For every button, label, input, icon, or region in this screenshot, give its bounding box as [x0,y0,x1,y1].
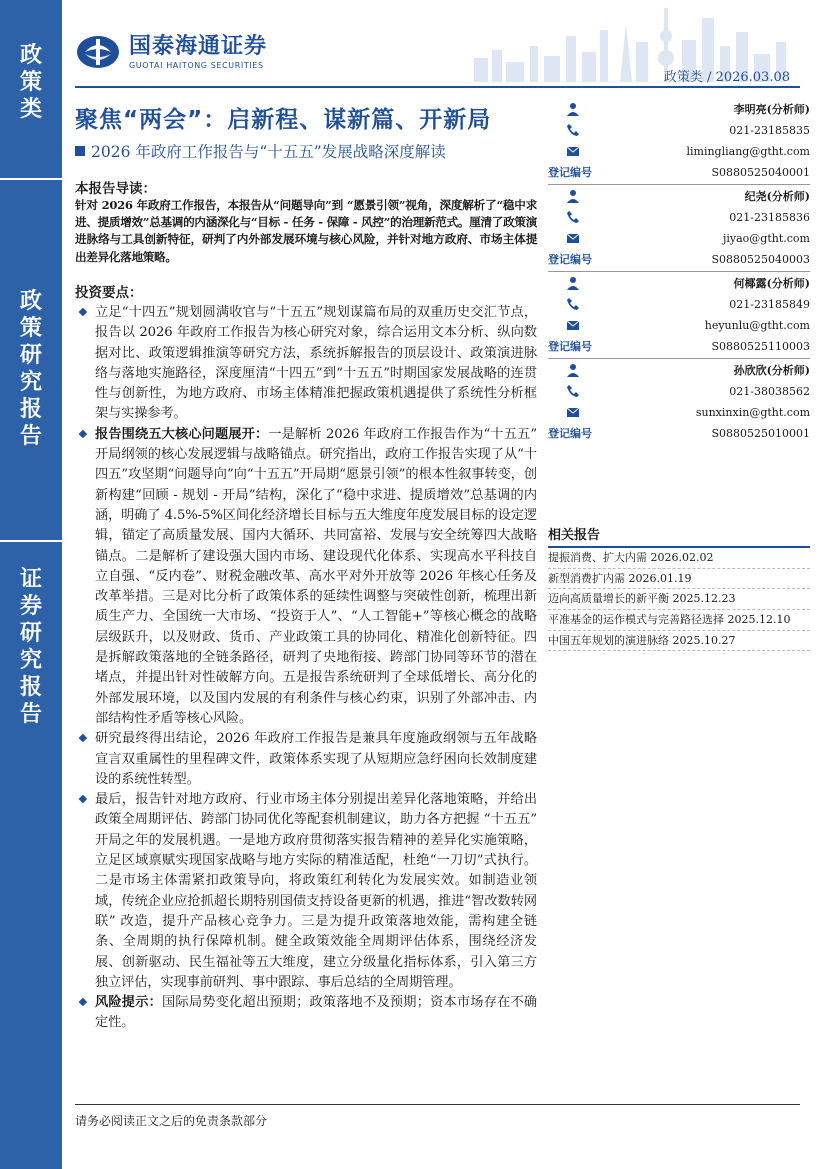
square-bullet-icon [75,146,85,156]
diamond-bullet-icon [75,993,95,1007]
related-report-link[interactable]: 提振消费、扩大内需 2026.02.02 [548,548,810,569]
divider [548,358,810,359]
analyst-phone: 021-23185836 [729,210,810,224]
diamond-bullet-icon [75,303,95,317]
email-icon [566,405,580,419]
analyst-email[interactable]: limingliang@gtht.com [686,144,810,158]
analyst-email[interactable]: heyunlu@gtht.com [704,318,810,332]
analyst-email[interactable]: sunxinxin@gtht.com [695,405,810,419]
list-item: 立足“十四五”规划圆满收官与“十五五”规划谋篇布局的双重历史交汇节点，报告以 2026 年政府工作报告为核心研究对象，综合运用文本分析、纵向数据对比、政策逻辑推演等研究方法，系统拆解报告的顶层设计、政策演进脉络与落地实施路径，深度厘清“十四五”到“十五五”时期国家发展战略的连贯性与创新性，为地方政府、市场主体精准把握政策机遇提供了系统性分析框架与实操参考。 [75,303,537,425]
analyst-name: 纪尧(分析师) [744,190,810,203]
company-logo [75,34,267,70]
related-reports [548,524,810,651]
analyst-card [548,274,814,356]
email-icon [566,144,580,158]
registration-label: 登记编号 [548,253,592,266]
list-item: 风险提示：国际局势变化超出预期；政策落地不及预期；资本市场存在不确定性。 [75,993,537,1034]
key-points-list [75,303,537,1034]
person-icon [566,102,580,116]
related-report-link[interactable]: 新型消费扩内需 2026.01.19 [548,569,810,590]
report-subtitle-text: 2026 年政府工作报告与“十五五”发展战略深度解读 [91,143,446,161]
registration-number: S0880525040003 [711,252,810,266]
phone-icon [566,384,580,398]
person-icon [566,363,580,377]
footer-divider [75,1104,800,1105]
related-report-link[interactable]: 迈向高质量增长的新平衡 2025.12.23 [548,589,810,610]
analyst-card [548,100,814,182]
intro-body: 针对 2026 年政府工作报告，本报告从“问题导向”到 “愿景引领”视角，深度解析了“稳中求进、提质增效”总基调的内涵深化与“目标 - 任务 - 保障 - 风控”的治理新范式。厘清了政策演进脉络与工具创新特征，研判了内外部发展环境与核心风险，并针对地方政府、市场主体提出差异化落地策略。 [75,198,537,264]
registration-label: 登记编号 [548,340,592,353]
analyst-card [548,361,814,443]
analyst-name: 李明亮(分析师) [733,103,810,116]
divider [548,271,810,272]
registration-number: S0880525040001 [711,165,810,179]
diamond-bullet-icon [75,790,95,804]
registration-number: S0880525010001 [711,426,810,440]
email-icon [566,231,580,245]
logo-cn-text: 国泰海通证券 [129,33,268,59]
side-divider [0,540,62,542]
related-report-link[interactable]: 平准基金的运作模式与完善路径选择 2025.12.10 [548,610,810,631]
registration-number: S0880525110003 [711,339,810,353]
logo-en-text: GUOTAI HAITONG SECURITIES [129,60,264,70]
disclaimer-note: 请务必阅读正文之后的免责条款部分 [75,1114,268,1128]
key-points-heading: 投资要点： [75,285,143,301]
logo-icon [75,34,121,70]
divider [548,184,810,185]
analyst-phone: 021-23185849 [729,297,810,311]
analyst-name: 何椰露(分析师) [733,277,810,290]
registration-label: 登记编号 [548,166,592,179]
related-report-link[interactable]: 中国五年规划的演进脉络 2025.10.27 [548,631,810,652]
diamond-bullet-icon [75,729,95,743]
report-subtitle [75,140,446,162]
analyst-name: 孙欣欣(分析师) [733,364,810,377]
side-bar [0,0,62,1169]
analyst-card [548,187,814,269]
list-item: 研究最终得出结论，2026 年政府工作报告是兼具年度施政纲领与五年战略宣言双重属性的里程碑文件，政策体系实现了从短期应急纾困向长效制度建设的系统性转型。 [75,729,537,790]
list-item: 最后，报告针对地方政府、行业市场主体分别提出差异化落地策略，并给出政策全周期评估、跨部门协同优化等配套机制建议，助力各方把握 “十五五” 开局之年的发展机遇。一是地方政府贯彻落实报告精神的差异化实施策略，立足区域禀赋实现国家战略与地方实际的精准适配，杜绝“一刀切”式执行。二是市场主体需紧扣政策导向，将政策红利转化为发展实效。如制造业领域，传统企业应抢抓超长期特别国债支持设备更新的机遇，推进“智改数转网联” 改造，提升产品核心竞争力。三是为提升政策落地效能，需构建全链条、全周期的执行保障机制。健全政策效能全周期评估体系，围绕经济发展、创新驱动、民生福祉等五大维度，建立分级量化指标体系，引入第三方独立评估，实现事前研判、事中跟踪、事后总结的全周期管理。 [75,790,537,993]
person-icon [566,189,580,203]
phone-icon [566,123,580,137]
list-item: 报告围绕五大核心问题展开：一是解析 2026 年政府工作报告作为“十五五” 开局纲领的核心发展逻辑与战略锚点。研究指出，政府工作报告实现了从“十四五”攻坚期“问题导向”向“十五五”开局期“愿景引领”的根本性叙事转变，创新构建“回顾 - 规划 - 开局”结构，深化了“稳中求进、提质增效”总基调的内涵，明确了 4.5%-5%区间化经济增长目标与五大维度年度发展目标的设定逻辑，锚定了高质量发展、国内大循环、共同富裕、发展与安全统筹四大战略锚点。二是解析了建设强大国内市场、建设现代化体系、实现高水平科技自立自强、“反内卷”、财税金融改革、高水平对外开放等 2026 年核心任务及改革举措。三是对比分析了政策体系的延续性调整与突破性创新，梳理出新质生产力、全国统一大市场、“投资于人”、“人工智能+”等核心概念的战略层级跃升，以及财政、货币、产业政策工具的协同化、精准化创新特征。四是拆解政策落地的全链条路径，研判了央地衔接、跨部门协同等环节的潜在堵点，并提出针对性破解方向。五是报告系统研判了全球低增长、高分化的外部发展环境，以及国内发展的有利条件与核心约束，识别了外部冲击、内部结构性矛盾等核心风险。 [75,425,537,729]
header-divider [75,86,800,88]
analyst-email[interactable]: jiyao@gtht.com [722,231,810,245]
side-tab-research: 政 策 研 究 报 告 [19,288,42,449]
analyst-phone: 021-23185835 [729,123,810,137]
intro-heading: 本报告导读： [75,181,156,197]
side-tab-category: 政 策 类 [19,42,42,122]
diamond-bullet-icon [75,425,95,439]
phone-icon [566,210,580,224]
email-icon [566,318,580,332]
analyst-phone: 021-38038562 [729,384,810,398]
phone-icon [566,297,580,311]
side-divider [0,178,62,180]
analyst-list [548,100,814,448]
document-category-date: 政策类 / 2026.03.08 [663,70,790,85]
registration-label: 登记编号 [548,427,592,440]
report-title: 聚焦“两会”：启新程、谋新篇、开新局 [75,107,492,133]
person-icon [566,276,580,290]
side-tab-securities: 证 券 研 究 报 告 [19,566,42,727]
related-reports-heading: 相关报告 [548,524,810,548]
